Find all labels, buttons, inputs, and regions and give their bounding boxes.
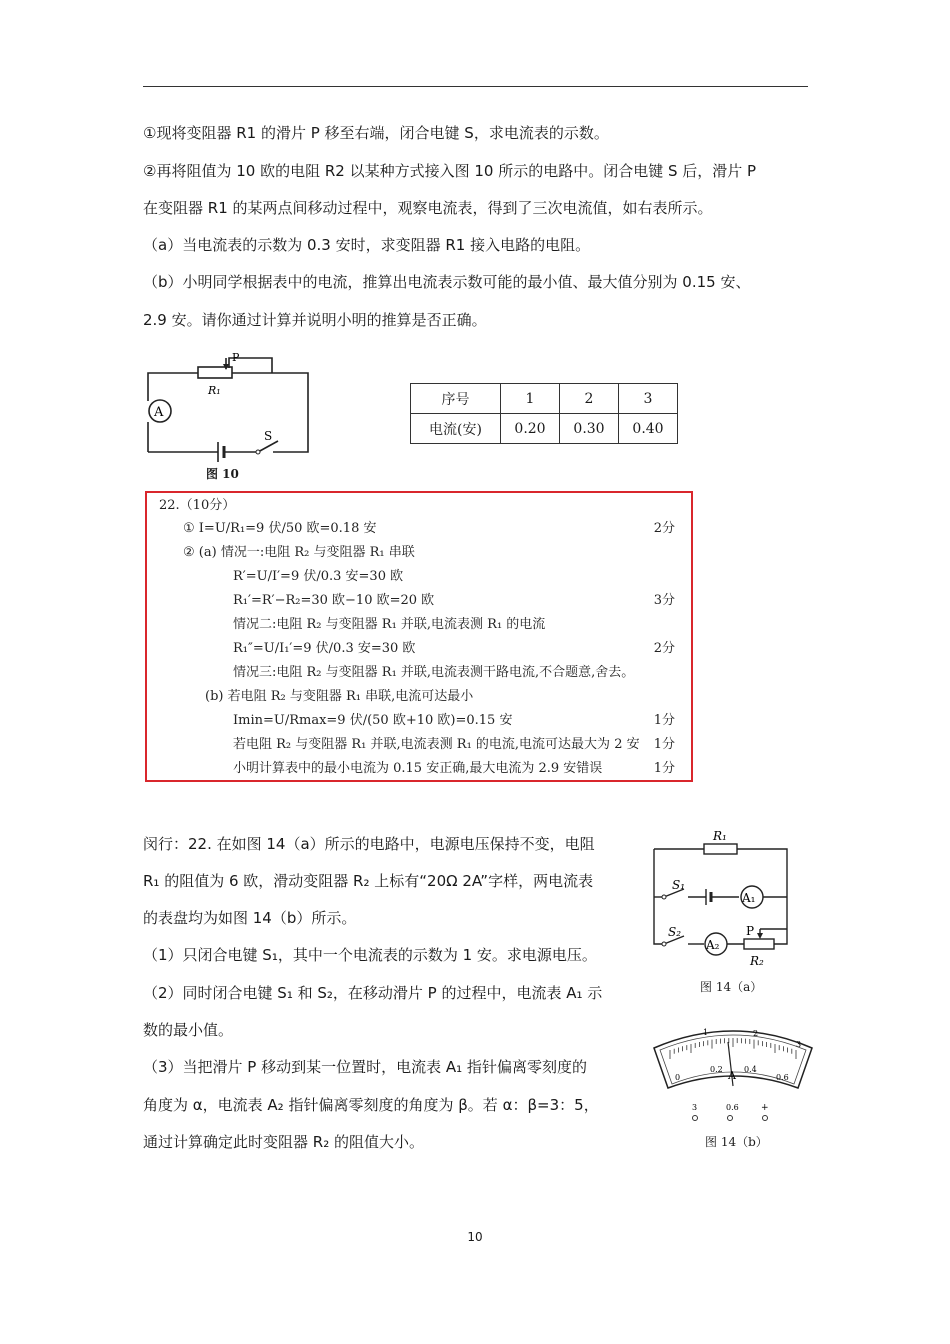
solution-line: R′=U/I′=9 伏/0.3 安=30 欧 <box>233 569 404 584</box>
label-r1: R₁ <box>208 384 221 397</box>
label-a1: A₁ <box>742 891 756 905</box>
solution-score: 3分 <box>653 593 675 608</box>
tick-label: 1 <box>703 1028 709 1037</box>
label-s2: S₂ <box>668 925 682 939</box>
tick-label: 0.4 <box>744 1065 757 1074</box>
problem-line-3: 在变阻器 R1 的某两点间移动过程中，观察电流表，得到了三次电流值，如右表所示。 <box>143 199 713 217</box>
problem-line-5: （b）小明同学根据表中的电流，推算出电流表示数可能的最小值、最大值分别为 0.15 安、 <box>143 273 751 291</box>
figure-14a-circuit <box>648 825 798 970</box>
problem-line-4: （a）当电流表的示数为 0.3 安时，求变阻器 R1 接入电路的电阻。 <box>143 236 591 254</box>
solution-line: ② (a) 情况一:电阻 R₂ 与变阻器 R₁ 串联 <box>183 545 415 560</box>
problem22-line-7: （3）当把滑片 P 移动到某一位置时，电流表 A₁ 指针偏离零刻度的 <box>143 1058 587 1076</box>
solution-line: ① I=U/R₁=9 伏/50 欧=0.18 安 <box>183 521 377 536</box>
solution-box <box>145 491 693 782</box>
table-cell: 2 <box>560 384 619 414</box>
problem-line-1: ①现将变阻器 R1 的滑片 P 移至右端，闭合电键 S，求电流表的示数。 <box>143 124 609 142</box>
table-cell: 序号 <box>411 384 501 414</box>
header-rule <box>143 86 808 87</box>
unit-label: A <box>728 1069 736 1082</box>
solution-title: 22.（10分） <box>159 498 236 513</box>
solution-line: 情况三:电阻 R₂ 与变阻器 R₁ 并联,电流表测干路电流,不合题意,舍去。 <box>233 665 635 680</box>
problem22-line-6: 数的最小值。 <box>143 1021 234 1039</box>
page-number: 10 <box>467 1230 483 1244</box>
table-cell: 1 <box>501 384 560 414</box>
figure-14b-meter <box>648 1020 818 1130</box>
problem22-line-3: 的表盘均为如图 14（b）所示。 <box>143 909 357 927</box>
figure-14a-caption: 图 14（a） <box>700 980 763 994</box>
label-switch: S <box>264 429 273 443</box>
table-cell: 0.40 <box>619 414 678 444</box>
problem22-line-2: R₁ 的阻值为 6 欧，滑动变阻器 R₂ 上标有“20Ω 2A”字样，两电流表 <box>143 872 594 890</box>
problem-line-2: ②再将阻值为 10 欧的电阻 R2 以某种方式接入图 10 所示的电路中。闭合电键 S 后，滑片 P <box>143 162 757 180</box>
solution-line: (b) 若电阻 R₂ 与变阻器 R₁ 串联,电流可达最小 <box>205 689 474 704</box>
label-p: P <box>746 924 755 938</box>
terminal-label: 3 <box>692 1103 698 1112</box>
problem-line-6: 2.9 安。请你通过计算并说明小明的推算是否正确。 <box>143 311 487 329</box>
tick-label: 0 <box>675 1073 681 1082</box>
label-a2: A₂ <box>706 938 720 952</box>
label-p: P <box>232 351 240 364</box>
table-cell: 0.30 <box>560 414 619 444</box>
current-table <box>410 383 678 444</box>
label-r1: R₁ <box>713 829 727 843</box>
solution-line: R₁′=R′−R₂=30 欧−10 欧=20 欧 <box>233 593 435 608</box>
solution-line: R₁″=U/I₁′=9 伏/0.3 安=30 欧 <box>233 641 416 656</box>
problem22-line-8: 角度为 α，电流表 A₂ 指针偏离零刻度的角度为 β。若 α：β=3：5， <box>143 1096 599 1114</box>
table-row <box>411 384 678 414</box>
figure-10-caption: 图 10 <box>206 467 239 481</box>
figure-10-circuit <box>140 345 330 485</box>
terminal-label: 0.6 <box>726 1103 739 1112</box>
tick-label: 0.6 <box>776 1073 789 1082</box>
table-cell: 3 <box>619 384 678 414</box>
solution-line: 情况二:电阻 R₂ 与变阻器 R₁ 并联,电流表测 R₁ 的电流 <box>233 617 546 632</box>
problem22-line-4: （1）只闭合电键 S₁，其中一个电流表的示数为 1 安。求电源电压。 <box>143 946 597 964</box>
problem22-line-5: （2）同时闭合电键 S₁ 和 S₂，在移动滑片 P 的过程中，电流表 A₁ 示 <box>143 984 603 1002</box>
table-row <box>411 414 678 444</box>
tick-label: 3 <box>796 1040 802 1049</box>
tick-label: 2 <box>753 1029 759 1038</box>
label-ammeter: A <box>154 405 164 420</box>
table-cell: 电流(安) <box>411 414 501 444</box>
solution-score: 1分 <box>653 761 675 776</box>
label-s1: S₁ <box>672 878 686 892</box>
tick-label: 0.2 <box>710 1065 723 1074</box>
table-cell: 0.20 <box>501 414 560 444</box>
solution-line: 小明计算表中的最小电流为 0.15 安正确,最大电流为 2.9 安错误 <box>233 761 603 776</box>
problem22-line-1: 闵行：22. 在如图 14（a）所示的电路中，电源电压保持不变，电阻 <box>143 835 595 853</box>
solution-score: 1分 <box>653 737 675 752</box>
terminal-label: + <box>761 1103 769 1113</box>
solution-score: 1分 <box>653 713 675 728</box>
solution-score: 2分 <box>653 641 675 656</box>
solution-line: Imin=U/Rmax=9 伏/(50 欧+10 欧)=0.15 安 <box>233 713 513 728</box>
figure-14b-caption: 图 14（b） <box>705 1135 768 1149</box>
solution-line: 若电阻 R₂ 与变阻器 R₁ 并联,电流表测 R₁ 的电流,电流可达最大为 2 安 <box>233 737 640 752</box>
label-r2: R₂ <box>750 954 764 968</box>
solution-score: 2分 <box>653 521 675 536</box>
problem22-line-9: 通过计算确定此时变阻器 R₂ 的阻值大小。 <box>143 1133 424 1151</box>
